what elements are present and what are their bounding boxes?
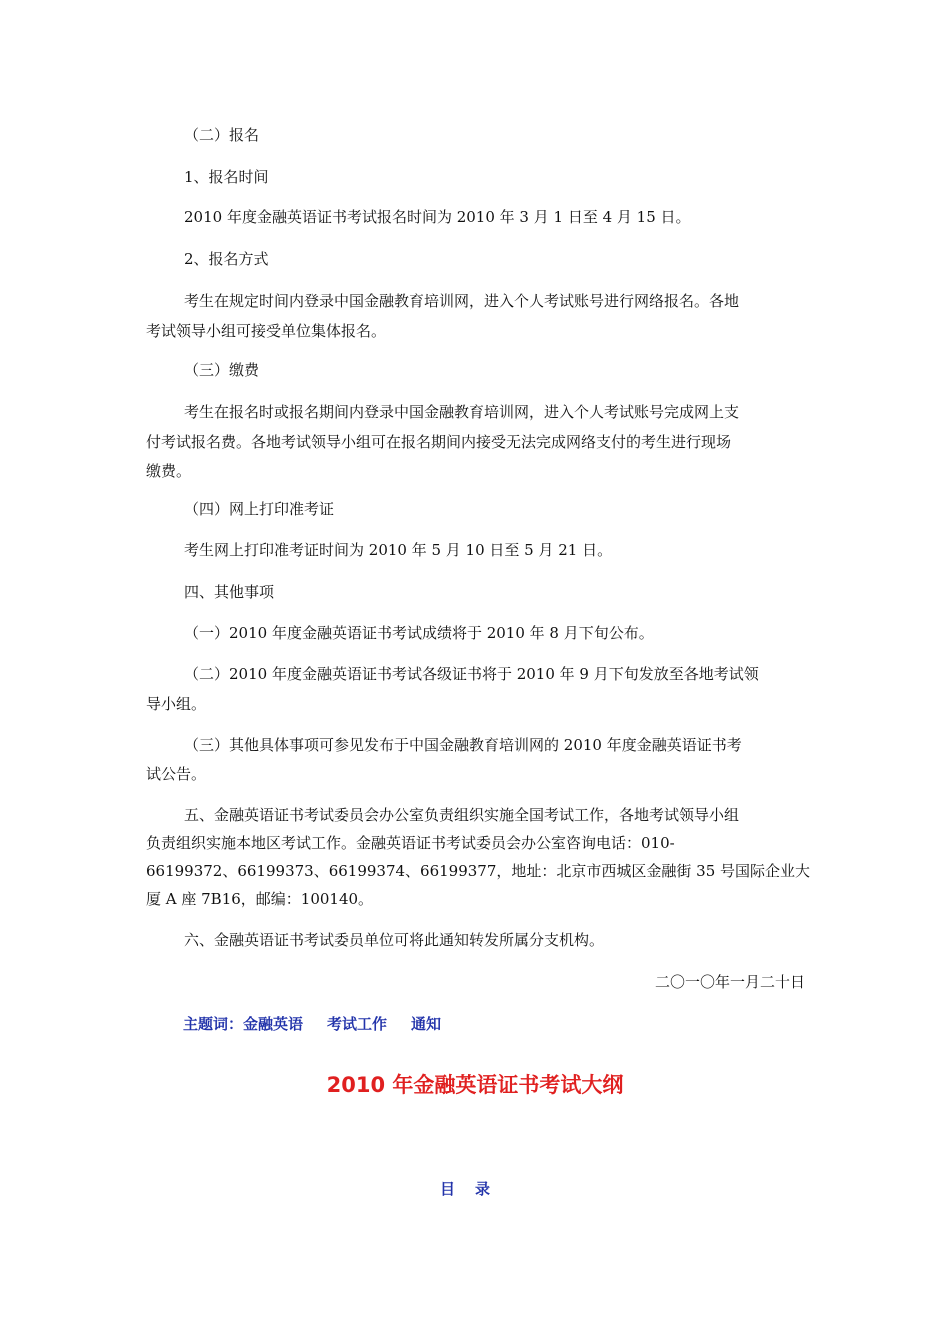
paragraph-six: 六、金融英语证书考试委员单位可将此通知转发所属分支机构。 bbox=[184, 931, 605, 949]
paragraph-print-admission: 考生网上打印准考证时间为 2010 年 5 月 10 日至 5 月 21 日。 bbox=[184, 541, 613, 559]
paragraph-fee-line-1: 考生在报名时或报名期间内登录中国金融教育培训网，进入个人考试账号完成网上支 bbox=[184, 403, 740, 421]
paragraph-five-line-2: 负责组织实施本地区考试工作。金融英语证书考试委员会办公室咨询电话：010- bbox=[146, 834, 675, 852]
paragraph-fee-line-2: 付考试报名费。各地考试领导小组可在报名期间内接受无法完成网络支付的考生进行现场 bbox=[146, 433, 732, 451]
keywords-label: 主题词：金融英语 bbox=[183, 1015, 304, 1033]
subheading-registration-method: 2、报名方式 bbox=[184, 250, 269, 268]
paragraph-five-line-3: 66199372、66199373、66199374、66199377，地址：北京市西城区金融街 35 号国际企业大 bbox=[146, 862, 811, 880]
paragraph-five-line-4: 厦 A 座 7B16，邮编：100140。 bbox=[146, 890, 374, 908]
keyword-notice: 通知 bbox=[411, 1015, 442, 1033]
paragraph-other-3-line-1: （三）其他具体事项可参见发布于中国金融教育培训网的 2010 年度金融英语证书考 bbox=[184, 736, 742, 754]
table-of-contents-heading: 目录 bbox=[439, 1180, 510, 1198]
syllabus-title: 2010 年金融英语证书考试大纲 bbox=[326, 1073, 624, 1097]
paragraph-registration-time: 2010 年度金融英语证书考试报名时间为 2010 年 3 月 1 日至 4 月 15 日。 bbox=[184, 208, 691, 226]
paragraph-five-line-1: 五、金融英语证书考试委员会办公室负责组织实施全国考试工作，各地考试领导小组 bbox=[184, 806, 740, 824]
section-heading-print-admission: （四）网上打印准考证 bbox=[184, 500, 335, 518]
keywords-line bbox=[183, 1014, 441, 1034]
paragraph-other-1: （一）2010 年度金融英语证书考试成绩将于 2010 年 8 月下旬公布。 bbox=[184, 624, 654, 642]
section-heading-other-matters: 四、其他事项 bbox=[184, 583, 275, 601]
paragraph-other-2-line-1: （二）2010 年度金融英语证书考试各级证书将于 2010 年 9 月下旬发放至各地考试领 bbox=[184, 665, 759, 683]
subheading-registration-time: 1、报名时间 bbox=[184, 168, 269, 186]
section-heading-fee: （三）缴费 bbox=[184, 361, 260, 379]
paragraph-other-2-line-2: 导小组。 bbox=[146, 695, 207, 713]
paragraph-registration-method-line-2: 考试领导小组可接受单位集体报名。 bbox=[146, 322, 387, 340]
paragraph-registration-method-line-1: 考生在规定时间内登录中国金融教育培训网，进入个人考试账号进行网络报名。各地 bbox=[184, 292, 740, 310]
paragraph-other-3-line-2: 试公告。 bbox=[146, 765, 207, 783]
section-heading-registration: （二）报名 bbox=[184, 126, 260, 144]
document-date: 二〇一〇年一月二十日 bbox=[654, 973, 805, 991]
keyword-exam-work: 考试工作 bbox=[327, 1015, 388, 1033]
paragraph-fee-line-3: 缴费。 bbox=[146, 462, 192, 480]
